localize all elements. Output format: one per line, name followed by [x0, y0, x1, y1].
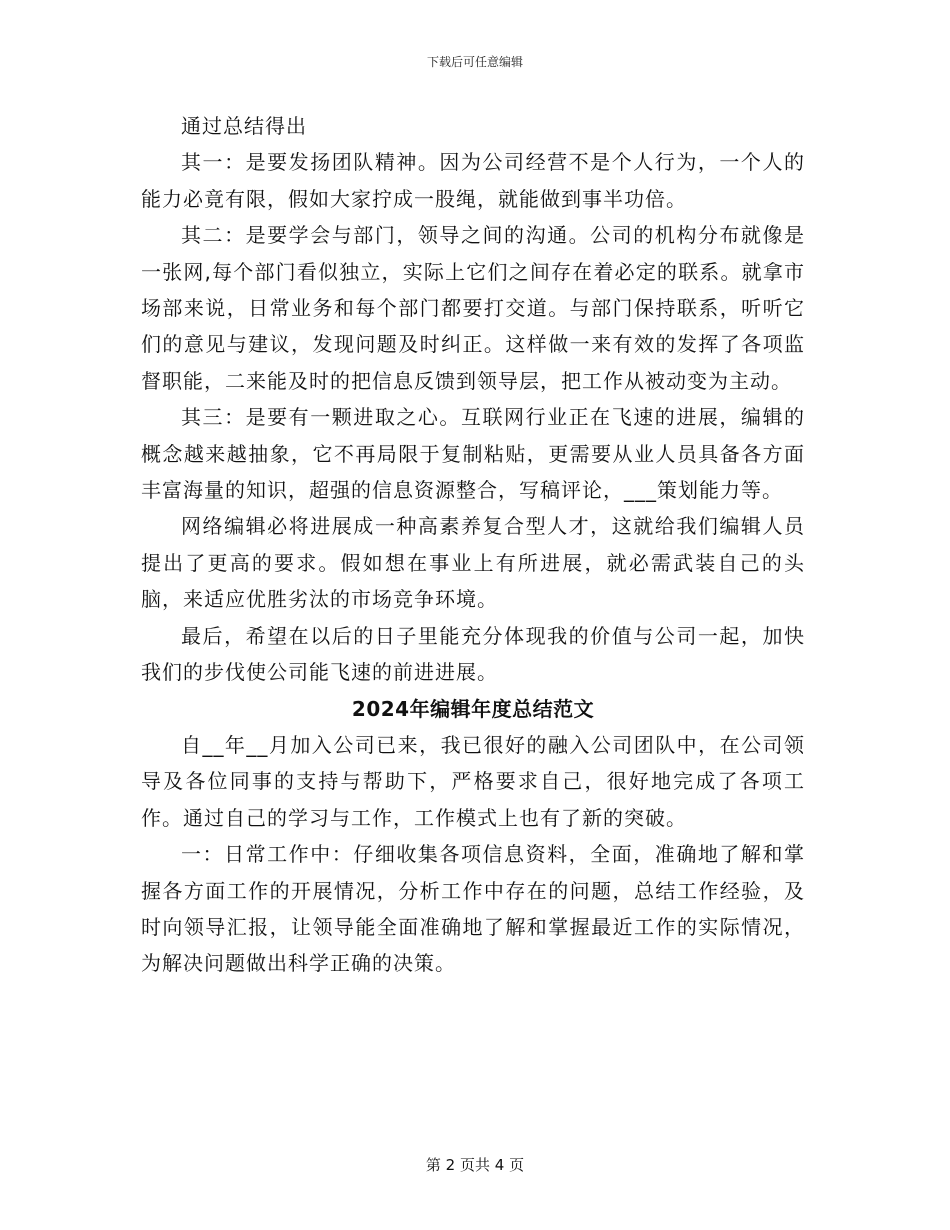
page-footer: 第 2 页共 4 页	[425, 1156, 525, 1174]
page-header: 下载后可任意编辑	[426, 55, 523, 69]
paragraph-conclusion: 最后，希望在以后的日子里能充分体现我的价值与公司一起，加快我们的步伐使公司能飞速的前进进展。	[141, 623, 805, 685]
paragraph-joined-company: 自__年__月加入公司已来，我已很好的融入公司团队中，在公司领导及各位同事的支持与帮助下，严格要求自己，很好地完成了各项工作。通过自己的学习与工作，工作模式上也有了新的突破。	[141, 732, 805, 830]
paragraph-point-three: 其三：是要有一颗进取之心。互联网行业正在飞速的进展，编辑的概念越来越抽象，它不再局限于复制粘贴，更需要从业人员具备各方面丰富海量的知识，超强的信息资源整合，写稿评论，___策划能力等。	[141, 405, 805, 503]
paragraph-point-two: 其二：是要学会与部门，领导之间的沟通。公司的机构分布就像是一张网,每个部门看似独立，实际上它们之间存在着必定的联系。就拿市场部来说，日常业务和每个部门都要打交道。与部门保持联系，听听它们的意见与建议，发现问题及时纠正。这样做一来有效的发挥了各项监督职能，二来能及时的把信息反馈到领导层，把工作从被动变为主动。	[141, 223, 805, 393]
document-body	[141, 108, 805, 982]
paragraph-point-one: 其一：是要发扬团队精神。因为公司经营不是个人行为，一个人的能力必竟有限，假如大家拧成一股绳，就能做到事半功倍。	[141, 150, 805, 211]
paragraph-daily-work: 一：日常工作中：仔细收集各项信息资料，全面，准确地了解和掌握各方面工作的开展情况，分析工作中存在的问题，总结工作经验，及时向领导汇报，让领导能全面准确地了解和掌握最近工作的实际情况，为解决问题做出科学正确的决策。	[141, 842, 805, 976]
section-title: 2024年编辑年度总结范文	[351, 696, 595, 721]
paragraph-intro: 通过总结得出	[181, 114, 307, 138]
paragraph-network-editor: 网络编辑必将进展成一种高素养复合型人才，这就给我们编辑人员提出了更高的要求。假如想在事业上有所进展，就必需武装自己的头脑，来适应优胜劣汰的市场竞争环境。	[141, 514, 805, 612]
